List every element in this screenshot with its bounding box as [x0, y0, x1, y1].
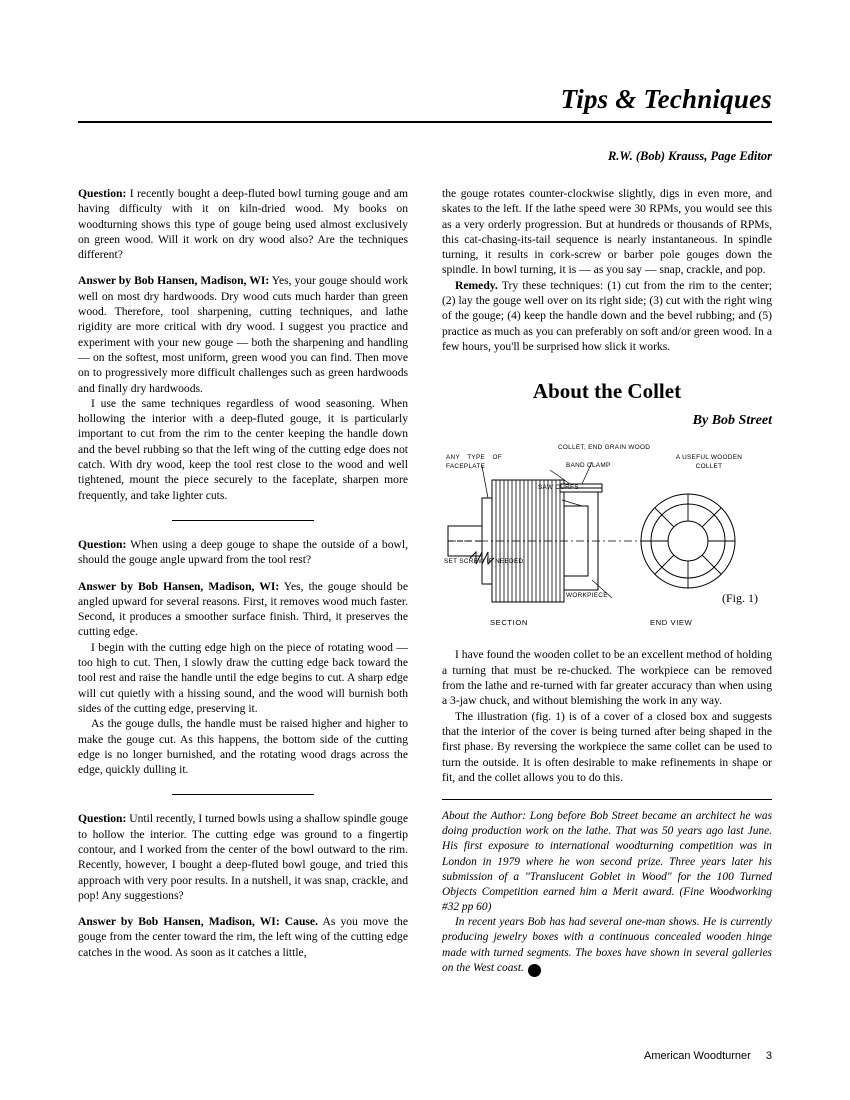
page-editor-credit: R.W. (Bob) Krauss, Page Editor: [607, 149, 772, 163]
figure-subcaption-end-view: END VIEW: [650, 618, 693, 628]
question-paragraph: [78, 537, 408, 568]
question-paragraph: [78, 811, 408, 903]
author-note-paragraph: [442, 809, 772, 915]
remedy-text: Try these techniques: (1) cut from the rim to the center; (2) lay the gouge well over on its right side; (3) cut with the right wing of the gouge; (4) keep the handle down and the bevel rubbing; and (5) practice as much as you can preferably on soft and/or green wood. In a few hours, you'll be surprised how slick it works.: [442, 278, 772, 353]
left-column: [78, 186, 408, 960]
article-title: About the Collet: [532, 379, 682, 404]
author-note-text-2: In recent years Bob has had several one-man shows. He is currently producing jewelry boxes with a continuous concealed wooden hinge made with turned segments. The boxes have shown in several galleries on the West coast.: [442, 916, 772, 974]
article-byline: By Bob Street: [692, 412, 772, 428]
answer-continued: I use the same techniques regardless of wood seasoning. When hollowing the interior with a deep-fluted gouge, it is particularly important to cut from the rim to the center keeping the handle down and the bevel rubbing so that the left wing of the cutting edge does not catch. With dry wood, keep the tool rest close to the wood and well tightened, mount the piece securely to the faceplate, sharpen more frequently, and take lighter cuts.: [78, 396, 408, 502]
article-paragraph-2: The illustration (fig. 1) is of a cover of a closed box and suggests that the interior of the cover is being turned after being shaped in the first phase. By reversing the workpiece the same collet can be used to turn the outside. It is often desirable to make refinements in shape or fit, and the collet allows you to do this.: [442, 709, 772, 784]
qa-item-1: [78, 186, 408, 503]
page-footer: [78, 1050, 772, 1062]
author-note-text: Long before Bob Street became an architect he was doing production work on the lathe. That was 50 years ago last June. His first exposure to international woodturning competition was in London in 1979 where he won second prize. Three years later his submission of a "Translucent Goblet in Wood" for the 100 Turned Objects Competition earned him a Merit award. (Fine Woodworking #32 pp 60): [442, 810, 772, 914]
answer-text: As you move the gouge from the center toward the rim, the left wing of the cutting edge catches in the wood. As soon as it catches a little,: [78, 915, 408, 959]
question-paragraph: [78, 186, 408, 262]
figure-label-band-clamp: BAND CLAMP: [566, 462, 611, 470]
answer-continued: I begin with the cutting edge high on the piece of rotating wood — too high to cut. Then, I slowly draw the cutting edge back toward the tool rest and raise the handle until the edge begins to cut. A sharp edge will cut quietly with a hissing sound, and the wood will burnish both sides of the cutting edge, preserving it.: [78, 640, 408, 715]
end-mark-icon: ●: [528, 964, 541, 977]
page-title: Tips & Techniques: [560, 84, 772, 114]
answer-paragraph: [78, 579, 408, 640]
remedy-paragraph: [442, 278, 772, 354]
section-divider: [172, 794, 314, 795]
right-column: [442, 186, 772, 977]
question-text: Until recently, I turned bowls using a shallow spindle gouge to hollow the interior. The cutting edge was ground to a fingertip contour, and I worked from the center of the bowl outward to the rim. Recently, however, I bought a deep-fluted bowl gouge, and tried this approach with very poor results. In a nutshell, it was snap, crackle, and pop! Any suggestions?: [78, 812, 408, 902]
author-note-lead: About the Author:: [442, 810, 527, 823]
question-lead: Question:: [78, 187, 127, 200]
answer-text: Yes, your gouge should work well on most dry hardwoods. Dry wood cuts much harder than green wood. Therefore, tool sharpening, cutting techniques, and lathe rigidity are more critical with dry wood. I suggest you practice and experiment with your new gouge — both the sharpening and handling — on the softest, most uniform, green wood you can find. Then move on to progressively more difficult challenges such as green hardwoods and finally dry hardwoods.: [78, 274, 408, 395]
collet-figure: [442, 440, 772, 630]
footer-page-number: 3: [765, 1050, 772, 1062]
question-text: When using a deep gouge to shape the outside of a bowl, should the gouge angle upward from the tool rest?: [78, 537, 408, 567]
answer-text: Yes, the gouge should be angled upward for several reasons. First, it removes wood much faster. Second, it produces a smoother surface finish. Third, it preserves the cutting edge.: [78, 579, 408, 639]
figure-label-collet: COLLET, END GRAIN WOOD: [558, 444, 651, 452]
answer-lead: Answer by Bob Hansen, Madison, WI: Cause.: [78, 915, 318, 929]
author-note-divider: [442, 799, 772, 800]
section-divider: [172, 520, 314, 521]
qa-item-3: [78, 811, 408, 960]
answer-lead: Answer by Bob Hansen, Madison, WI:: [78, 579, 280, 593]
author-note: [442, 809, 772, 977]
figure-label-saw-kerfs: SAW CURFS: [538, 484, 579, 492]
qa-item-2: [78, 537, 408, 777]
figure-caption: (Fig. 1): [722, 590, 758, 605]
figure-label-workpiece: WORKPIECE: [566, 592, 608, 600]
author-note-continued: [442, 915, 772, 976]
question-lead: Question:: [78, 537, 127, 551]
continuation-paragraph: the gouge rotates counter-clockwise slightly, digs in even more, and skates to the left. If the lathe speed were 30 RPMs, you would see this as a very orderly progression. But at hundreds or thousands of RPMs, this cat-chasing-its-tail sequence is nearly instantaneous. In spindle turning, it results in cork-screw or barber pole gouges down the spindle. In bowl turning, it is — as you say — snap, crackle, and pop.: [442, 187, 772, 277]
header-divider: [78, 121, 772, 123]
remedy-lead: Remedy.: [455, 278, 498, 292]
question-lead: Question:: [78, 812, 127, 826]
footer-publication: American Woodturner: [644, 1050, 751, 1062]
answer-paragraph: [78, 273, 408, 395]
figure-label-set-screw: SET SCREW IF NEEDED: [444, 558, 524, 566]
answer-continued-2: As the gouge dulls, the handle must be raised higher and higher to make the gouge cut. As this happens, the bottom side of the cutting edge is no longer burnished, and the rotating wood drags across the edge, quickly dulling it.: [78, 717, 408, 777]
figure-subcaption-section: SECTION: [490, 618, 528, 628]
figure-label-faceplate: ANY TYPE OF FACEPLATE: [446, 454, 502, 470]
article-columns: [78, 186, 772, 977]
answer-lead: Answer by Bob Hansen, Madison, WI:: [78, 274, 270, 288]
article-paragraph-1: I have found the wooden collet to be an excellent method of holding a turning that must be re-chucked. The workpiece can be removed from the lathe and re-turned with far greater accuracy than when using a 3-jaw chuck, and without blemishing the work in any way.: [442, 648, 772, 708]
answer-paragraph: [78, 914, 408, 960]
question-text: I recently bought a deep-fluted bowl turning gouge and am having difficulty with it on kiln-dried wood. My books on woodturning shows this type of gouge being used almost exclusively on green wood. Will it work on dry wood also? Are the techniques different?: [78, 187, 408, 262]
figure-label-useful-collet: A USEFUL WOODEN COLLET: [675, 454, 743, 470]
